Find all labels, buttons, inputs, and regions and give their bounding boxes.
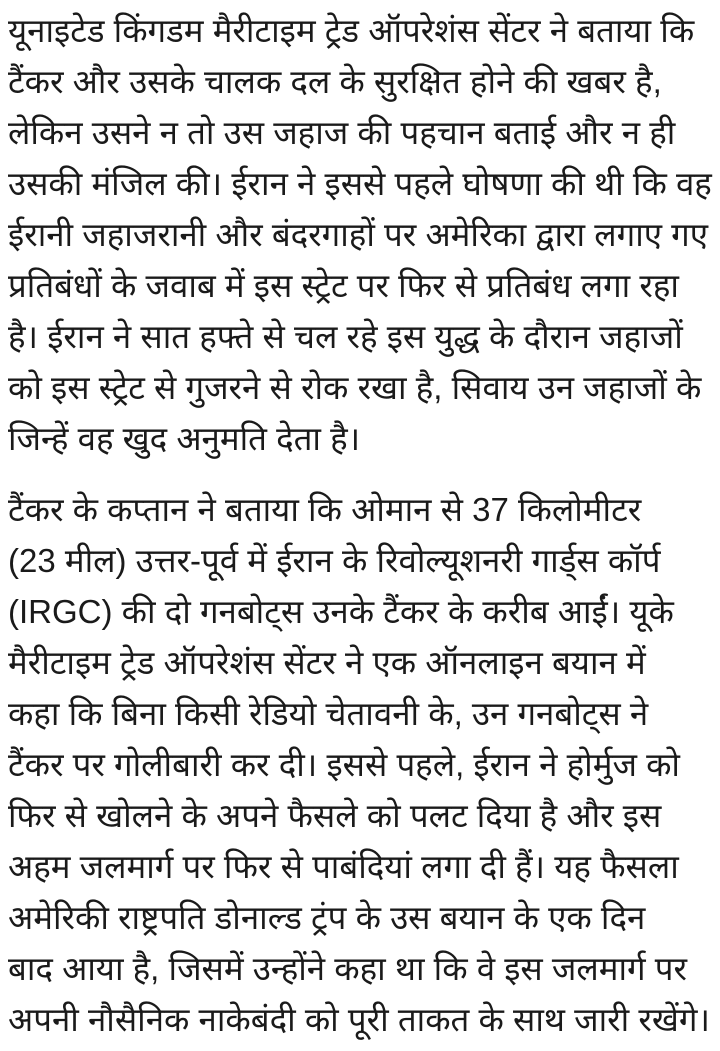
text-line: है। ईरान ने सात हफ्ते से चल रहे इस युद्ध के दौरान जहाजों bbox=[8, 318, 683, 355]
text-line: टैंकर पर गोलीबारी कर दी। इससे पहले, ईरान ने होर्मुज को bbox=[8, 746, 680, 783]
text-line: प्रतिबंधों के जवाब में इस स्ट्रेट पर फिर से प्रतिबंध लगा रहा bbox=[8, 267, 679, 304]
text-line: उसकी मंजिल की। ईरान ने इससे पहले घोषणा की थी कि वह bbox=[8, 165, 712, 202]
text-line: को इस स्ट्रेट से गुजरने से रोक रखा है, सिवाय उन जहाजों के bbox=[8, 369, 702, 406]
text-line: यूनाइटेड किंगडम मैरीटाइम ट्रेड ऑपरेशंस सेंटर ने बताया कि bbox=[8, 12, 695, 49]
text-line: जिन्हें वह खुद अनुमति देता है। bbox=[8, 420, 361, 457]
article-paragraph bbox=[8, 5, 714, 464]
text-line: टैंकर के कप्तान ने बताया कि ओमान से 37 किलोमीटर bbox=[8, 491, 642, 528]
text-line: अमेरिकी राष्ट्रपति डोनाल्ड ट्रंप के उस बयान के एक दिन bbox=[8, 899, 646, 936]
text-line: अपनी नौसैनिक नाकेबंदी को पूरी ताकत के साथ जारी रखेंगे। bbox=[8, 1001, 710, 1038]
text-line: कहा कि बिना किसी रेडियो चेतावनी के, उन गनबोट्स ने bbox=[8, 695, 649, 732]
text-line: टैंकर और उसके चालक दल के सुरक्षित होने की खबर है, bbox=[8, 63, 662, 100]
text-line: लेकिन उसने न तो उस जहाज की पहचान बताई और न ही bbox=[8, 114, 676, 151]
text-line: (23 मील) उत्तर-पूर्व में ईरान के रिवोल्यूशनरी गार्ड्स कॉर्प bbox=[8, 542, 661, 579]
article-paragraph bbox=[8, 484, 714, 1045]
text-line: (IRGC) की दो गनबोट्स उनके टैंकर के करीब आईं। यूके bbox=[8, 593, 674, 630]
text-line: बाद आया है, जिसमें उन्होंने कहा था कि वे इस जलमार्ग पर bbox=[8, 950, 688, 987]
text-line: फिर से खोलने के अपने फैसले को पलट दिया है और इस bbox=[8, 797, 662, 834]
text-line: मैरीटाइम ट्रेड ऑपरेशंस सेंटर ने एक ऑनलाइन बयान में bbox=[8, 644, 646, 681]
text-line: ईरानी जहाजरानी और बंदरगाहों पर अमेरिका द्वारा लगाए गए bbox=[8, 216, 708, 253]
text-line: अहम जलमार्ग पर फिर से पाबंदियां लगा दी हैं। यह फैसला bbox=[8, 848, 679, 885]
